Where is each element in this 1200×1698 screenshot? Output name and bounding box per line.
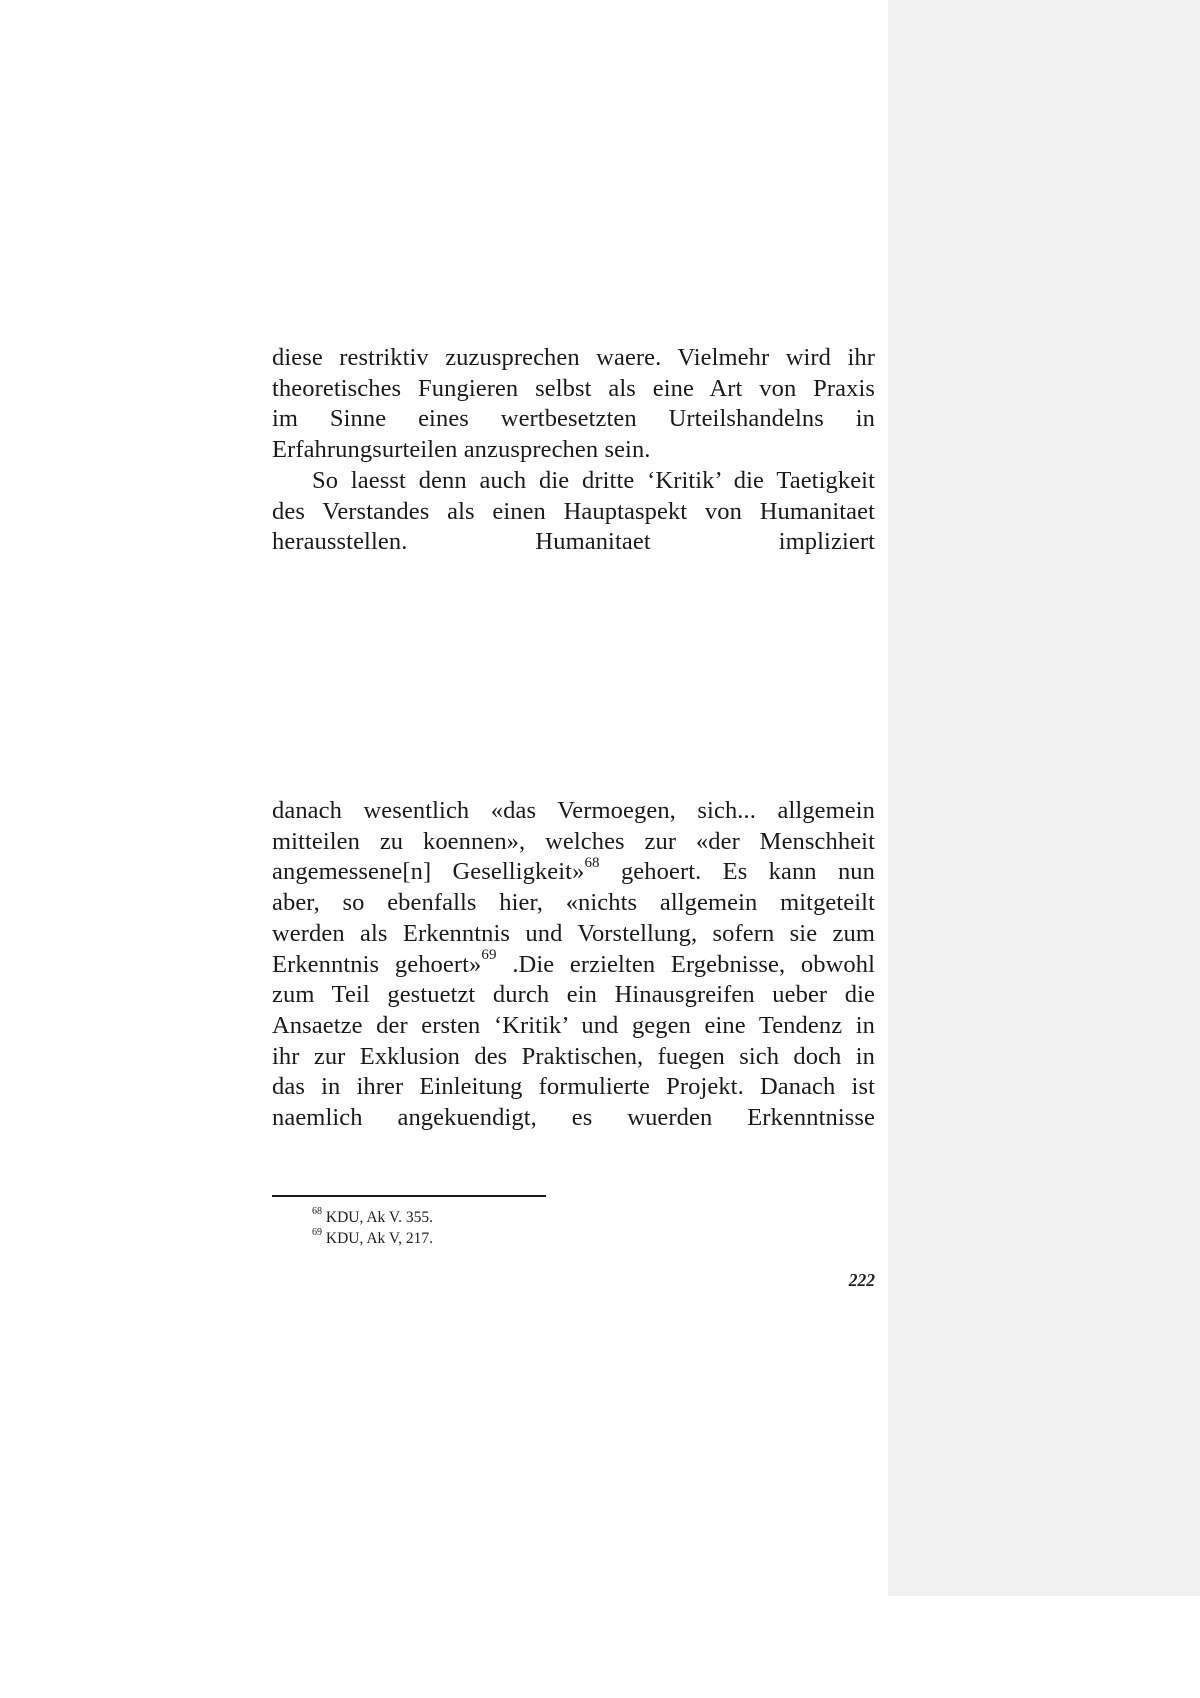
text-line: des Verstandes als einen Hauptaspekt von Humanitaet xyxy=(272,497,875,525)
text-line: aber, so ebenfalls hier, «nichts allgemein mitgeteilt xyxy=(272,889,875,917)
text-line: theoretisches Fungieren selbst als eine Art von Praxis xyxy=(272,374,875,402)
text-span: .Die erzielten Ergebnisse, obwohl xyxy=(496,950,875,978)
footnote-separator xyxy=(272,1195,546,1197)
text-line xyxy=(272,947,875,981)
footnotes xyxy=(312,1207,433,1249)
footnote-marker: 69 xyxy=(312,1226,322,1238)
text-line: Erfahrungsurteilen anzusprechen sein. xyxy=(272,436,651,464)
footnote-marker: 68 xyxy=(312,1205,322,1217)
text-line xyxy=(272,857,875,888)
text-line: mitteilen zu koennen», welches zur «der Menschheit xyxy=(272,827,875,855)
text-line: danach wesentlich «das Vermoegen, sich... allgemein xyxy=(272,797,875,824)
text-span: Erkenntnis gehoert» xyxy=(272,950,482,978)
text-line: das in ihrer Einleitung formulierte Projekt. Danach ist xyxy=(272,1073,875,1101)
text-line: So laesst denn auch die dritte ‘Kritik’ die Taetigkeit xyxy=(312,466,875,494)
text-line: diese restriktiv zuzusprechen waere. Vielmehr wird ihr xyxy=(272,344,875,371)
footnote-ref-69[interactable]: 69 xyxy=(481,947,497,964)
text-line: herausstellen. Humanitaet impliziert xyxy=(272,528,875,556)
footnote-text: KDU, Ak V, 217. xyxy=(322,1230,433,1247)
text-line: zum Teil gestuetzt durch ein Hinausgreifen ueber die xyxy=(272,981,875,1009)
footnote-ref-68[interactable]: 68 xyxy=(584,855,600,872)
footnote-text: KDU, Ak V. 355. xyxy=(322,1209,433,1226)
page-number: 222 xyxy=(848,1270,875,1290)
text-line: im Sinne eines wertbesetzten Urteilshandelns in xyxy=(272,405,875,433)
text-block-bottom xyxy=(272,796,875,1134)
text-line: Ansaetze der ersten ‘Kritik’ und gegen eine Tendenz in xyxy=(272,1011,875,1039)
text-line: naemlich angekuendigt, es wuerden Erkenntnisse xyxy=(272,1104,875,1132)
text-span: angemessene[n] Geselligkeit» xyxy=(272,858,585,886)
footnote-68 xyxy=(312,1207,433,1228)
text-line: ihr zur Exklusion des Praktischen, fuegen sich doch in xyxy=(272,1042,875,1070)
text-block-top xyxy=(272,343,875,558)
text-span: gehoert. Es kann nun xyxy=(599,858,875,886)
text-line: werden als Erkenntnis und Vorstellung, sofern sie zum xyxy=(272,919,875,947)
footnote-69 xyxy=(312,1228,433,1249)
side-margin-panel xyxy=(888,0,1200,1596)
